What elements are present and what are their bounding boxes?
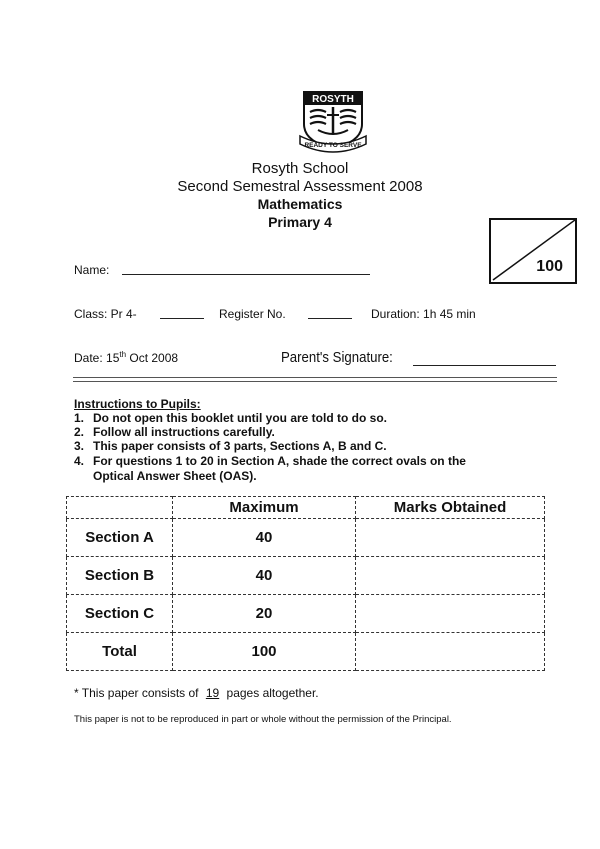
- instruction-text: For questions 1 to 20 in Section A, shade the correct ovals on the: [93, 454, 466, 468]
- instructions-title: Instructions to Pupils:: [74, 397, 201, 411]
- separator-line: [73, 381, 557, 382]
- header-marks-obtained: Marks Obtained: [356, 497, 545, 519]
- total-label: Total: [67, 633, 173, 671]
- name-label: Name:: [74, 263, 110, 277]
- section-name: Section A: [67, 519, 173, 557]
- section-maximum: 40: [173, 519, 356, 557]
- total-score: 100: [536, 258, 563, 275]
- instruction-text: Do not open this booklet until you are told to do so.: [93, 411, 387, 425]
- header-maximum: Maximum: [173, 497, 356, 519]
- table-row: [67, 519, 545, 557]
- table-row: [67, 595, 545, 633]
- section-name: Section C: [67, 595, 173, 633]
- section-name: Section B: [67, 557, 173, 595]
- footnote-suffix: pages altogether.: [223, 686, 319, 700]
- instruction-continuation: Optical Answer Sheet (OAS).: [93, 469, 257, 483]
- level-title: Primary 4: [268, 214, 332, 230]
- instruction-item: 1. Do not open this booklet until you are told to do so.: [74, 411, 387, 425]
- total-score-box: [489, 218, 577, 284]
- footnote-prefix: * This paper consists of: [74, 686, 202, 700]
- school-name: Rosyth School: [251, 160, 349, 177]
- date-suffix-sup: th: [119, 350, 127, 359]
- date-prefix: Date: 15: [74, 351, 120, 365]
- marks-obtained-cell[interactable]: [356, 595, 545, 633]
- assessment-title: Second Semestral Assessment 2008: [177, 178, 423, 195]
- school-crest: [298, 86, 368, 154]
- section-maximum: 20: [173, 595, 356, 633]
- section-maximum: 40: [173, 557, 356, 595]
- signature-label: Parent's Signature:: [281, 349, 393, 366]
- class-field[interactable]: [160, 318, 204, 319]
- total-maximum: 100: [173, 633, 356, 671]
- instruction-item: 2. Follow all instructions carefully.: [74, 425, 275, 439]
- exam-date: [74, 350, 178, 365]
- table-row-total: [67, 633, 545, 671]
- page-count: 19: [205, 686, 220, 700]
- duration-text: Duration: 1h 45 min: [371, 307, 476, 321]
- crest-name: ROSYTH: [312, 94, 354, 105]
- instruction-item: 4. For questions 1 to 20 in Section A, shade the correct ovals on the: [74, 454, 466, 468]
- instruction-item: 3. This paper consists of 3 parts, Sections A, B and C.: [74, 439, 387, 453]
- copyright-disclaimer: This paper is not to be reproduced in part or whole without the permission of the Principal.: [74, 714, 452, 725]
- name-field[interactable]: [122, 274, 370, 275]
- subject-title: Mathematics: [257, 196, 343, 212]
- register-field[interactable]: [308, 318, 352, 319]
- table-header-row: [67, 497, 545, 519]
- signature-field[interactable]: [413, 365, 556, 366]
- page-count-note: [74, 686, 319, 700]
- class-label: Class: Pr 4-: [74, 307, 137, 321]
- marks-obtained-cell[interactable]: [356, 519, 545, 557]
- date-rest: Oct 2008: [126, 351, 179, 365]
- marks-table: [66, 496, 545, 671]
- table-row: [67, 557, 545, 595]
- header-section: [67, 497, 173, 519]
- marks-obtained-cell[interactable]: [356, 633, 545, 671]
- instruction-text: Follow all instructions carefully.: [93, 425, 275, 439]
- instruction-text: This paper consists of 3 parts, Sections A, B and C.: [93, 439, 387, 453]
- register-label: Register No.: [219, 307, 286, 321]
- separator-line: [73, 377, 557, 378]
- crest-motto: READY TO SERVE: [304, 142, 362, 149]
- marks-obtained-cell[interactable]: [356, 557, 545, 595]
